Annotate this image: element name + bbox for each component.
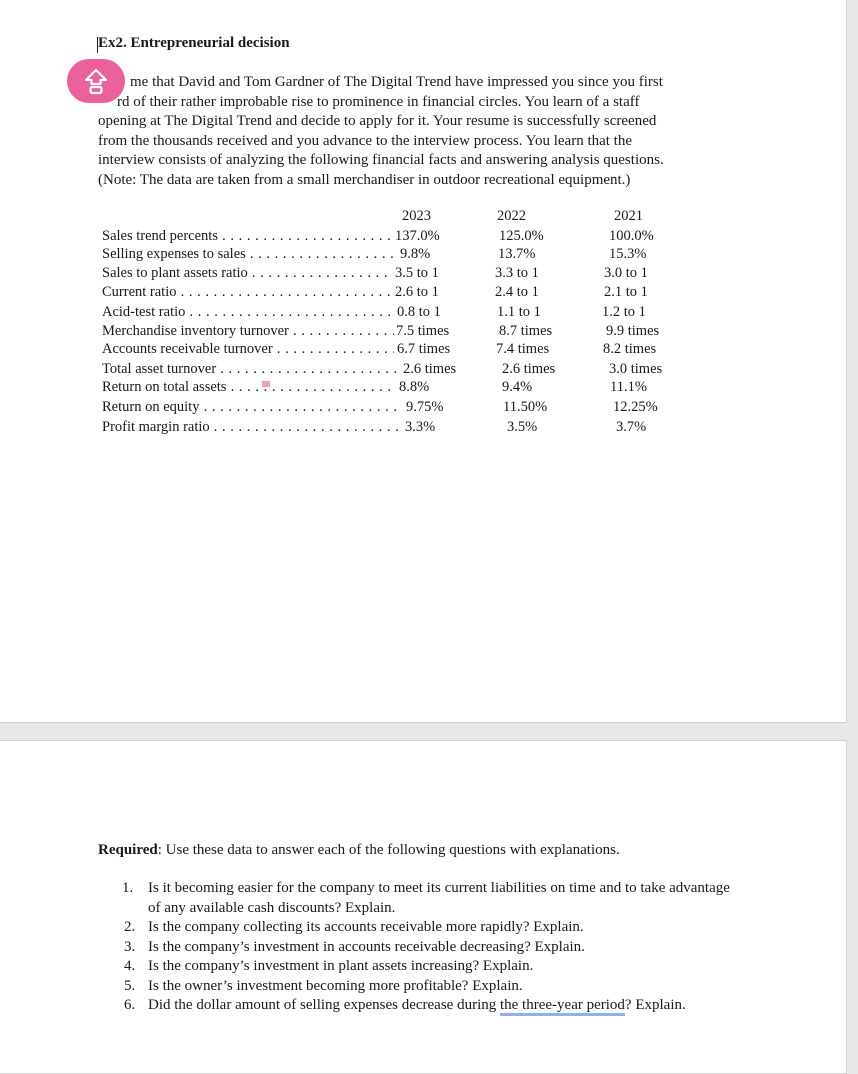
value-2022: 9.4% xyxy=(502,379,533,395)
list-item xyxy=(112,879,732,918)
value-2022: 13.7% xyxy=(498,246,536,262)
question-list xyxy=(112,879,732,1016)
required-instruction xyxy=(98,842,620,859)
question-number: 5. xyxy=(124,977,136,994)
row-label: Total asset turnover . . . xyxy=(102,361,400,378)
value-2022: 2.6 times xyxy=(502,361,556,377)
value-2023: 3.5 to 1 xyxy=(395,265,439,281)
intro-paragraph xyxy=(98,73,738,190)
row-label: Return on equity . . . xyxy=(102,399,400,416)
share-button[interactable] xyxy=(67,59,125,103)
row-label: Selling expenses to sales . . . xyxy=(102,246,394,263)
row-label: Current ratio . . . xyxy=(102,284,390,301)
row-label: Sales trend percents . . . xyxy=(102,228,394,245)
row-label: Profit margin ratio . . . xyxy=(102,419,398,436)
value-2021: 2.1 to 1 xyxy=(604,284,648,300)
year-header: 2023 xyxy=(402,208,431,224)
exercise-title: Ex2. Entrepreneurial decision xyxy=(98,35,290,51)
value-2023: 6.7 times xyxy=(397,341,451,357)
value-2021: 1.2 to 1 xyxy=(602,304,646,320)
value-2023: 7.5 times xyxy=(396,323,450,339)
value-2022: 7.4 times xyxy=(496,341,550,357)
question-text-before: Did the dollar amount of selling expenses decrease during xyxy=(148,997,500,1013)
value-2023: 2.6 to 1 xyxy=(395,284,439,300)
highlight-marker xyxy=(262,381,270,387)
share-upload-icon xyxy=(81,66,111,96)
value-2023: 137.0% xyxy=(395,228,440,244)
spellcheck-underlined-text: the three-year period xyxy=(500,997,625,1016)
value-2023: 8.8% xyxy=(399,379,430,395)
value-2023: 9.8% xyxy=(400,246,431,262)
value-2022: 11.50% xyxy=(503,399,548,415)
value-2021: 100.0% xyxy=(609,228,654,244)
value-2022: 2.4 to 1 xyxy=(495,284,539,300)
list-item xyxy=(112,977,732,997)
question-text: Is the company collecting its accounts receivable more rapidly? Explain. xyxy=(148,919,584,935)
row-label: Sales to plant assets ratio . . . xyxy=(102,265,390,282)
list-item xyxy=(112,938,732,958)
list-item xyxy=(112,957,732,977)
question-text: Is it becoming easier for the company to meet its current liabilities on time and to take advantage of any available cash discounts? Explain. xyxy=(148,880,730,916)
question-number: 1. xyxy=(122,880,134,896)
value-2022: 8.7 times xyxy=(499,323,553,339)
list-item xyxy=(112,996,732,1016)
list-item xyxy=(112,918,732,938)
question-number: 3. xyxy=(124,938,136,955)
value-2021: 3.7% xyxy=(616,419,647,435)
value-2021: 15.3% xyxy=(609,246,647,262)
question-number: 6. xyxy=(124,997,136,1013)
value-2023: 2.6 times xyxy=(403,361,457,377)
intro-line: (Note: The data are taken from a small merchandiser in outdoor recreational equipment.) xyxy=(98,171,631,188)
value-2021: 12.25% xyxy=(613,399,658,415)
value-2022: 3.3 to 1 xyxy=(495,265,539,281)
intro-line: interview consists of analyzing the following financial facts and answering analysis questions. xyxy=(98,152,664,168)
intro-line: rd of their rather improbable rise to prominence in financial circles. You learn of a staff xyxy=(117,93,640,110)
question-number: 2. xyxy=(124,919,136,935)
required-text: : Use these data to answer each of the following questions with explanations. xyxy=(157,842,620,858)
value-2022: 3.5% xyxy=(507,419,538,435)
value-2023: 0.8 to 1 xyxy=(397,304,441,320)
row-label: Accounts receivable turnover . . . xyxy=(102,341,394,358)
value-2021: 3.0 to 1 xyxy=(604,265,648,281)
required-label: Required xyxy=(98,842,158,858)
value-2021: 8.2 times xyxy=(603,341,657,357)
value-2022: 125.0% xyxy=(499,228,544,244)
value-2021: 3.0 times xyxy=(609,361,663,377)
value-2021: 9.9 times xyxy=(606,323,660,339)
year-header: 2022 xyxy=(497,208,526,224)
intro-line: me that David and Tom Gardner of The Digital Trend have impressed you since you first xyxy=(130,74,663,90)
value-2021: 11.1% xyxy=(610,379,647,395)
value-2022: 1.1 to 1 xyxy=(497,304,541,320)
question-text: Is the company’s investment in accounts receivable decreasing? Explain. xyxy=(148,938,585,955)
value-2023: 9.75% xyxy=(406,399,444,415)
year-header: 2021 xyxy=(614,208,643,224)
row-label: Acid-test ratio . . . xyxy=(102,304,390,321)
question-text: Is the owner’s investment becoming more profitable? Explain. xyxy=(148,977,523,994)
intro-line: opening at The Digital Trend and decide to apply for it. Your resume is successfully screened xyxy=(98,113,657,129)
intro-line: from the thousands received and you advance to the interview process. You learn that the xyxy=(98,132,633,149)
row-label: Merchandise inventory turnover . . . xyxy=(102,323,394,340)
question-number: 4. xyxy=(124,958,136,974)
question-text-after: ? Explain. xyxy=(624,997,686,1013)
question-text: Is the company’s investment in plant assets increasing? Explain. xyxy=(148,958,534,974)
row-label: Return on total assets . . . xyxy=(102,379,394,396)
value-2023: 3.3% xyxy=(405,419,436,435)
